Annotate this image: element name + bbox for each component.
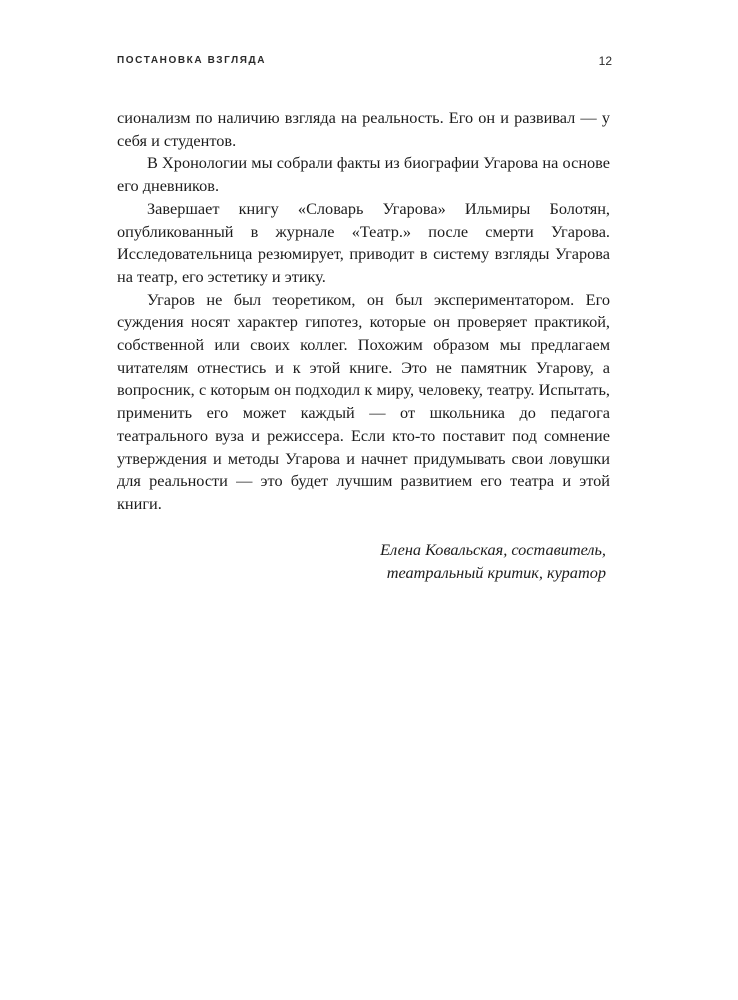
- paragraph-conclusion: Угаров не был теоретиком, он был экспериментатором. Его суждения носят характер гипотез, которые он проверяет практикой, собственной или своих коллег. Похожим образом мы предлагаем читателям отнестись и к этой книге. Это не памятник Угарову, а вопросник, с которым он подходил к миру, человеку, театру. Испытать, применить его может каждый — от школьника до педагога театрального вуза и режиссера. Если кто-то поставит под сомнение утверждения и методы Угарова и начнет придумывать свои ловушки для реальности — это будет лучшим развитием его театра и этой книги.: [117, 289, 610, 513]
- signature-name: Елена Ковальская, составитель,: [380, 540, 606, 559]
- signature: [300, 538, 606, 584]
- body-text: [117, 107, 610, 516]
- page-number: 12: [598, 54, 612, 68]
- paragraph-continuation: сионализм по наличию взгляда на реальность. Его он и развивал — у себя и студентов.: [117, 108, 610, 150]
- signature-role: театральный критик, куратор: [386, 563, 606, 582]
- paragraph-dictionary: Завершает книгу «Словарь Угарова» Ильмиры Болотян, опубликованный в журнале «Театр.» после смерти Угарова. Исследовательница резюмирует, приводит в систему взгляды Угарова на театр, его эстетику и этику.: [117, 198, 610, 286]
- paragraph-chronology: В Хронологии мы собрали факты из биографии Угарова на основе его дневников.: [117, 153, 610, 196]
- running-head: ПОСТАНОВКА ВЗГЛЯДА: [117, 55, 267, 66]
